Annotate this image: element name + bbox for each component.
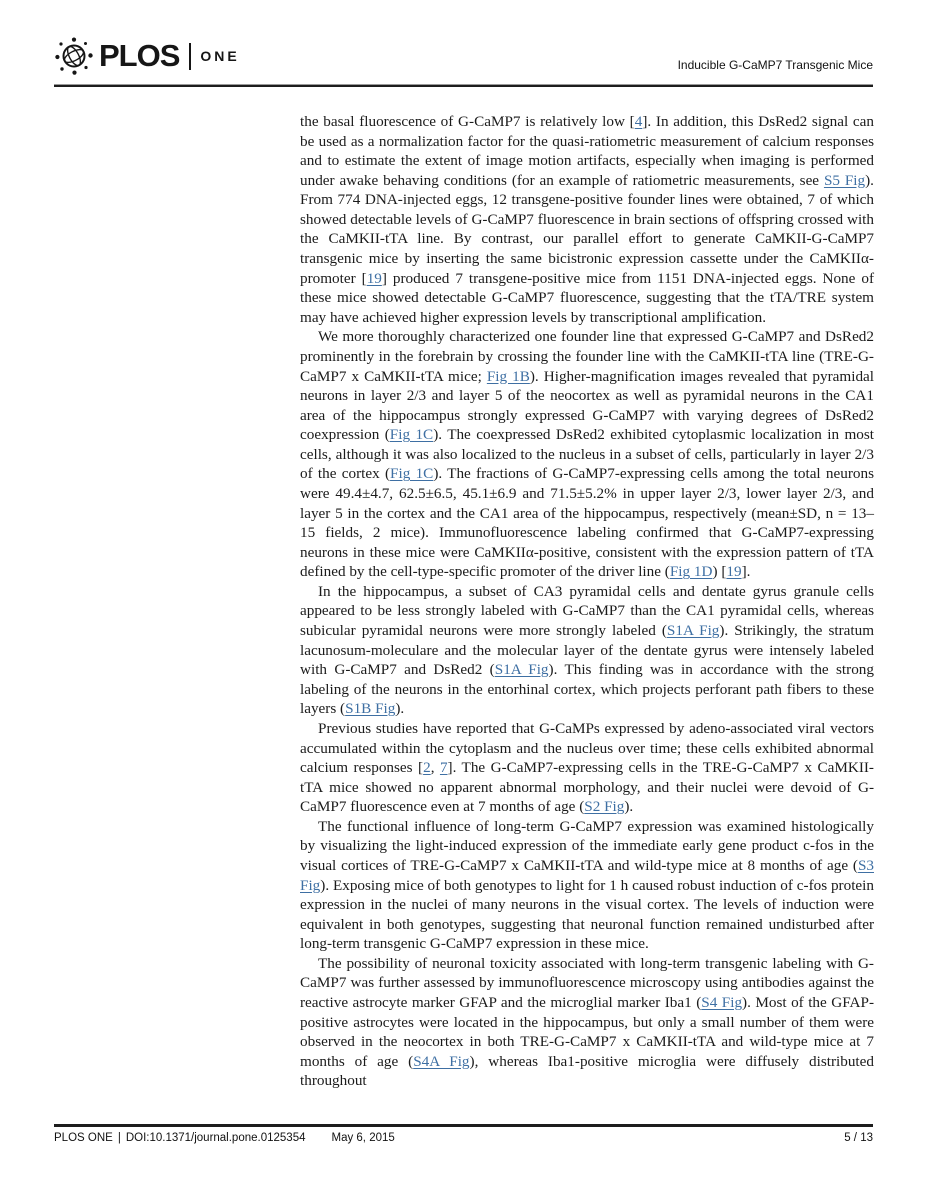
inline-reference-link[interactable]: Fig 1D — [669, 563, 713, 581]
logo-one-text: ONE — [200, 48, 240, 64]
paragraph — [300, 954, 874, 1091]
inline-reference-link[interactable]: S4A Fig — [413, 1052, 470, 1070]
footer-citation — [54, 1132, 395, 1144]
inline-reference-link[interactable]: S3 Fig — [300, 856, 874, 894]
paragraph — [300, 719, 874, 817]
article-body — [300, 112, 874, 1091]
text-run: ). The coexpressed DsRed2 exhibited cytoplasmic localization in most cells, although it was also localized to the nucleus in a subset of cells, particularly in layer 2/3 of the cortex ( — [300, 426, 874, 483]
footer-date: May 6, 2015 — [331, 1132, 395, 1144]
text-run: The functional influence of long-term G-CaMP7 expression was examined histologically by visualizing the light-induced expression of the immediate early gene product c-fos in the visual cortices of TRE-G-CaMP7 x CaMKII-tTA and wild-type mice at 8 months of age ( — [300, 817, 874, 874]
logo-plos-text: PLOS — [99, 38, 180, 73]
text-run: ). Exposing mice of both genotypes to light for 1 h caused robust induction of c-fos protein expression in the nuclei of many neurons in the visual cortex. The levels of induction were equivalent in both genotypes, suggesting that neuronal function remained undisturbed after long-term transgenic G-CaMP7 expression in these mice. — [300, 876, 874, 953]
text-run: ). From 774 DNA-injected eggs, 12 transgene-positive founder lines were obtained, 7 of which showed detectable levels of G-CaMP7 fluorescence in brain sections of offspring crossed with the CaMKII-tTA line. By contrast, our parallel effort to generate CaMKII-G-CaMP7 transgenic mice by inserting the same bicistronic expression cassette under the CaMKIIα-promoter [ — [300, 171, 874, 287]
inline-reference-link[interactable]: Fig 1C — [390, 465, 434, 483]
text-run: The possibility of neuronal toxicity associated with long-term transgenic labeling with G-CaMP7 was further assessed by immunofluorescence microscopy using antibodies against the reactive astrocyte marker GFAP and the microglial marker Iba1 ( — [300, 954, 874, 1012]
plos-globe-icon — [54, 36, 94, 76]
paragraph — [300, 112, 874, 327]
text-run: ). — [624, 798, 634, 816]
text-run: ). This finding was in accordance with the strong labeling of the neurons in the entorhinal cortex, which projects perforant path fibers to these layers ( — [300, 661, 874, 718]
inline-reference-link[interactable]: S2 Fig — [584, 798, 625, 816]
running-title: Inducible G-CaMP7 Transgenic Mice — [677, 58, 873, 72]
text-run: , — [430, 759, 440, 777]
inline-reference-link[interactable]: S1A Fig — [494, 661, 549, 679]
inline-reference-link[interactable]: 19 — [726, 563, 742, 581]
text-run: ). The fractions of G-CaMP7-expressing cells among the total neurons were 49.4±4.7, 62.5±6.5, 45.1±6.9 and 71.5±5.2% in upper layer 2/3, lower layer 2/3, and layer 5 in the cortex and the CA1 area of the hippocampus, respectively (mean±SD, n = 13–15 fields, 2 mice). Immunofluorescence labeling confirmed that G-CaMP7-expressing neurons in these mice were CaMKIIα-positive, consistent with the expression pattern of tTA defined by the cell-type-specific promoter of the driver line ( — [300, 465, 875, 581]
text-run: ]. — [741, 563, 751, 581]
text-run: ]. The G-CaMP7-expressing cells in the TRE-G-CaMP7 x CaMKII-tTA mice showed no apparent abnormal morphology, and their nuclei were devoid of G-CaMP7 fluorescence even at 7 months of age ( — [300, 759, 874, 816]
footer-journal: PLOS ONE — [54, 1132, 113, 1144]
paragraph — [300, 817, 874, 954]
paragraph — [300, 582, 874, 719]
text-run: We more thoroughly characterized one founder line that expressed G-CaMP7 and DsRed2 prominently in the forebrain by crossing the founder line with the CaMKII-tTA line (TRE-G-CaMP7 x CaMKII-tTA mice; — [300, 328, 874, 385]
inline-reference-link[interactable]: S1A Fig — [666, 622, 720, 640]
inline-reference-link[interactable]: 19 — [366, 269, 382, 287]
inline-reference-link[interactable]: 4 — [634, 113, 643, 130]
logo-divider — [189, 43, 191, 70]
page-number: 5 / 13 — [844, 1132, 873, 1144]
footer-doi: DOI:10.1371/journal.pone.0125354 — [125, 1132, 306, 1144]
header-rule — [54, 84, 873, 87]
text-run: ) [ — [712, 563, 727, 581]
footer-rule — [54, 1124, 873, 1127]
footer — [54, 1132, 873, 1144]
inline-reference-link[interactable]: 2 — [423, 759, 431, 777]
plos-one-logo — [54, 36, 240, 76]
footer-separator: | — [117, 1132, 121, 1144]
inline-reference-link[interactable]: 7 — [439, 759, 448, 777]
text-run: ), whereas Iba1-positive microglia were diffusely distributed throughout — [300, 1052, 874, 1090]
text-run: ). Higher-magnification images revealed that pyramidal neurons in layer 2/3 and layer 5 of the neocortex as well as pyramidal neurons in the CA1 area of the hippocampus strongly expressed G-CaMP7 with varying degrees of DsRed2 coexpression ( — [300, 367, 875, 444]
text-run: ). Strikingly, the stratum lacunosum-moleculare and the molecular layer of the dentate gyrus were intensely labeled with G-CaMP7 and DsRed2 ( — [300, 622, 875, 679]
inline-reference-link[interactable]: S1B Fig — [345, 700, 396, 718]
inline-reference-link[interactable]: Fig 1B — [486, 367, 530, 385]
inline-reference-link[interactable]: Fig 1C — [389, 426, 434, 444]
inline-reference-link[interactable]: S5 Fig — [823, 171, 866, 189]
text-run: ). — [395, 700, 405, 718]
text-run: In the hippocampus, a subset of CA3 pyramidal cells and dentate gyrus granule cells appeared to be less strongly labeled with G-CaMP7 than the CA1 pyramidal cells, whereas subicular pyramidal neurons were more strongly labeled ( — [300, 582, 874, 640]
text-run: ]. In addition, this DsRed2 signal can be used as a normalization factor for the quasi-ratiometric measurement of calcium responses and to estimate the extent of image motion artifacts, especially when imaging is performed under awake behaving conditions (for an example of ratiometric measurements, see — [300, 113, 875, 189]
text-run: the basal fluorescence of G-CaMP7 is relatively low [ — [300, 113, 635, 130]
inline-reference-link[interactable]: S4 Fig — [701, 994, 743, 1012]
paragraph — [300, 327, 874, 582]
text-run: Previous studies have reported that G-CaMPs expressed by adeno-associated viral vectors accumulated within the cytoplasm and the nucleus over time; these cells exhibited abnormal calcium responses [ — [300, 719, 874, 777]
text-run: ). Most of the GFAP-positive astrocytes were located in the hippocampus, but only a small number of them were observed in the neocortex in both TRE-G-CaMP7 x CaMKII-tTA and wild-type mice at 7 months of age ( — [300, 994, 874, 1070]
text-run: ] produced 7 transgene-positive mice from 1151 DNA-injected eggs. None of these mice showed detectable G-CaMP7 fluorescence, suggesting that the tTA/TRE system may have achieved higher expression levels by transcriptional amplification. — [300, 269, 874, 326]
